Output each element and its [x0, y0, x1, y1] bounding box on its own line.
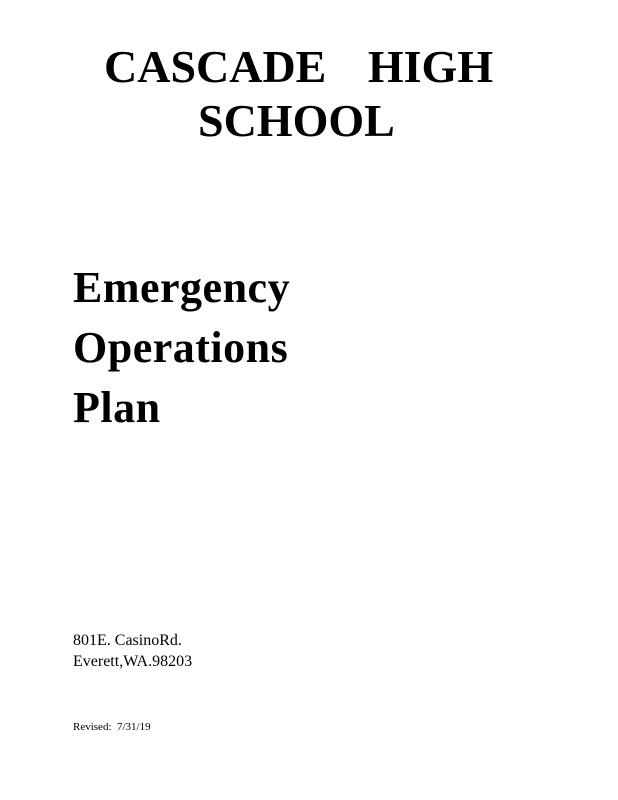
plan-title: [73, 258, 290, 438]
school-name-line-2: SCHOOL: [198, 95, 395, 146]
plan-title-line-1: Emergency: [73, 263, 291, 312]
address-city-state-zip: Everett,WA.98203: [73, 653, 193, 670]
school-name-heading: [104, 40, 504, 148]
revised-date: 7/31/19: [117, 721, 151, 733]
revised-label: Revised:: [73, 721, 112, 733]
plan-title-line-3: Plan: [73, 383, 161, 432]
school-name-line-1: CASCADE HIGH: [104, 41, 494, 92]
plan-title-line-2: Operations: [73, 323, 289, 372]
revised-date-line: [73, 720, 151, 734]
school-address: [73, 630, 192, 672]
address-street: 801E. CasinoRd.: [73, 632, 182, 649]
